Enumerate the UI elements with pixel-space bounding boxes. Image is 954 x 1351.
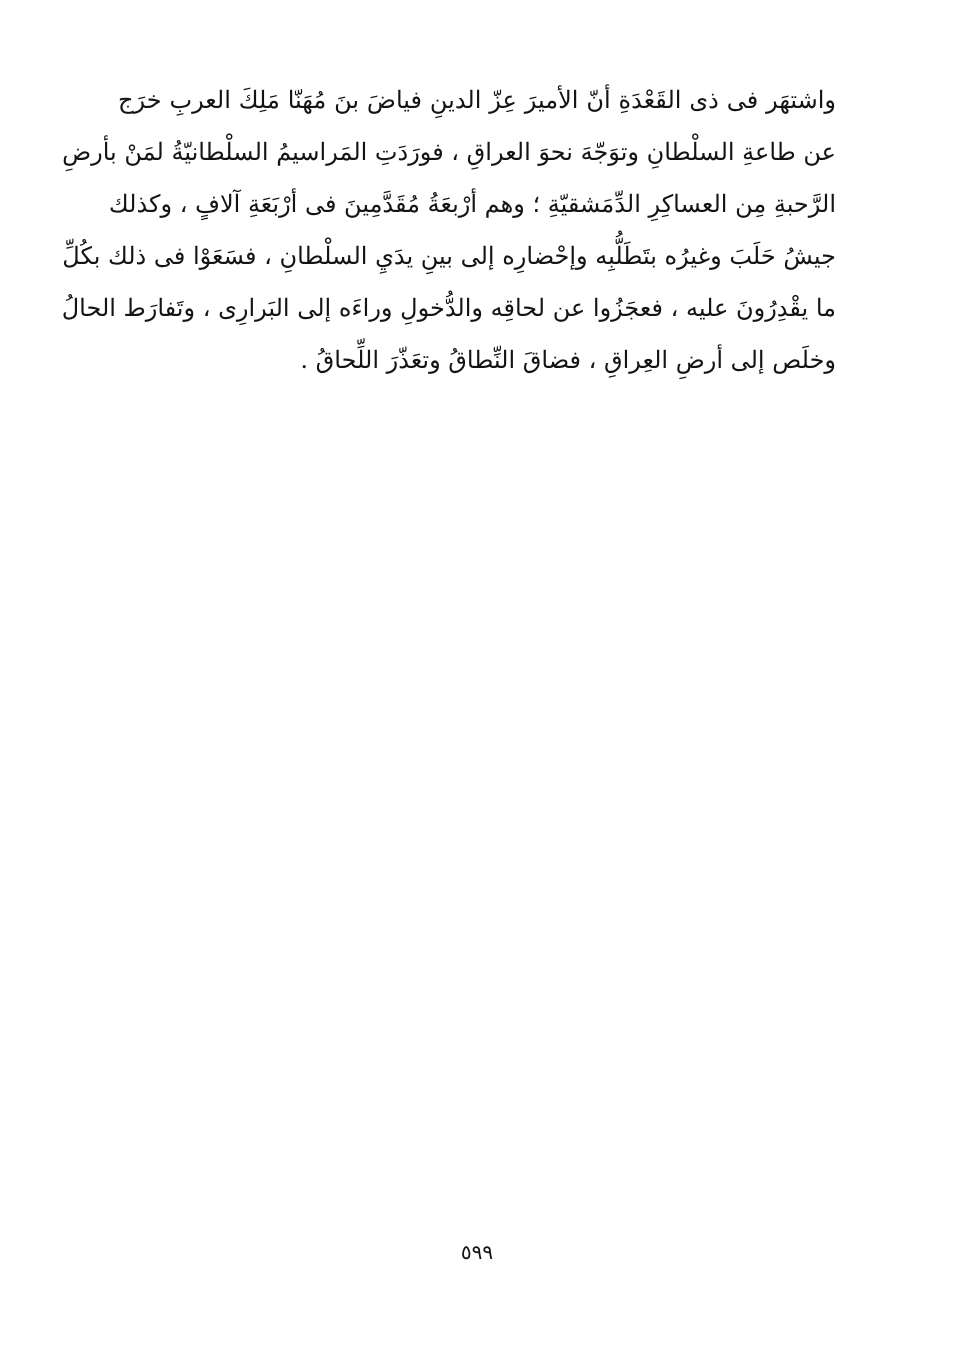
paragraph-line: وخلَص إلى أرضِ العِراقِ ، فضاقَ النِّطاقُ وتعَذّرَ اللِّحاقُ . xyxy=(300,346,836,374)
paragraph-line: واشتهَر فى ذى القَعْدَةِ أنّ الأميرَ عِزّ الدينِ فياضَ بنَ مُهَنّا مَلِكَ العربِ خرَج xyxy=(118,86,836,114)
paragraph-line: ما يقْدِرُونَ عليه ، فعجَزُوا عن لحاقِه والدُّخولِ وراءَه إلى البَرارِى ، وتَفارَط الحالُ xyxy=(61,294,836,322)
paragraph-line: عن طاعةِ السلْطانِ وتوَجّهَ نحوَ العراقِ ، فورَدَتِ المَراسيمُ السلْطانيّةُ لمَنْ بأرضِ xyxy=(62,138,836,166)
page-number: ٥٩٩ xyxy=(460,1240,494,1264)
paragraph-line: الرَّحبةِ مِن العساكِرِ الدِّمَشقيّةِ ؛ وهم أرْبعَةُ مُقَدَّمِينَ فى أرْبَعَةِ آلافٍ ، وكذلك xyxy=(108,190,836,218)
body-paragraph xyxy=(61,74,836,386)
paragraph-line: جيشُ حَلَبَ وغيرُه بتَطَلُّبِه وإحْضارِه إلى بينِ يدَيِ السلْطانِ ، فسَعَوْا فى ذلك بكُلِّ xyxy=(62,242,836,270)
